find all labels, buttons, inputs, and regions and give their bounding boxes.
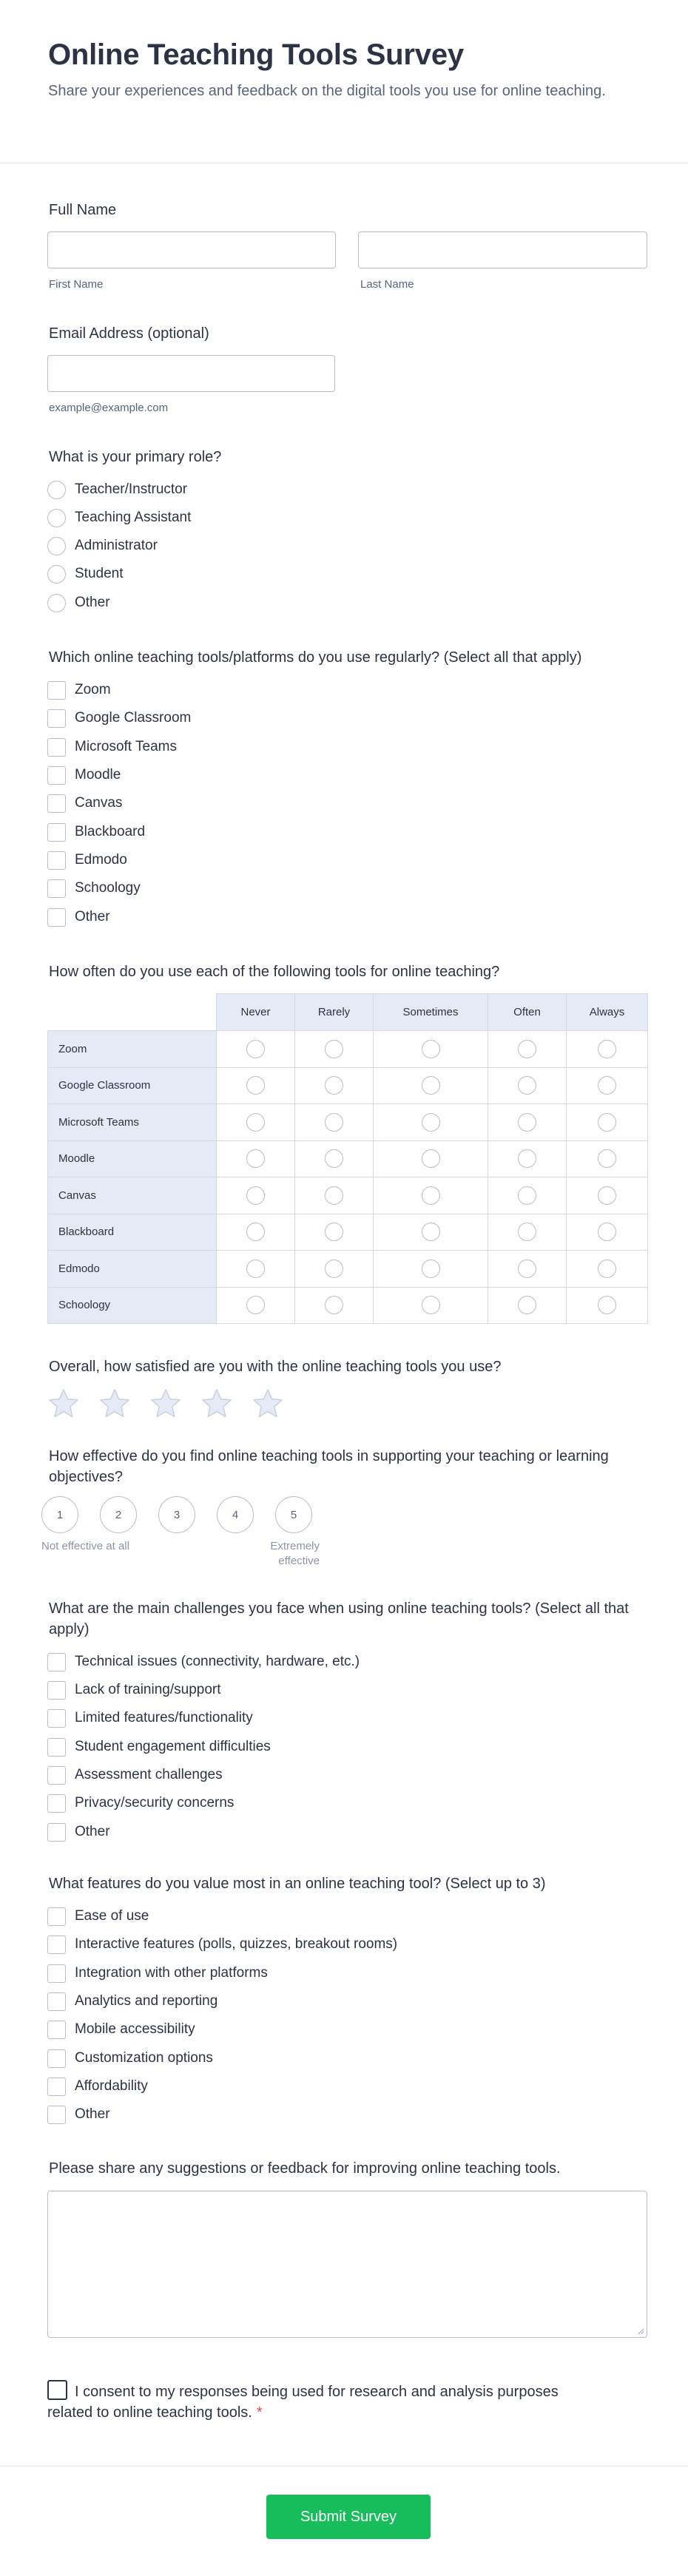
last-name-input[interactable] — [358, 231, 647, 268]
matrix-radio[interactable] — [598, 1149, 616, 1168]
matrix-radio[interactable] — [325, 1076, 343, 1095]
challenges-option[interactable]: Assessment challenges — [47, 1765, 223, 1785]
tools-option[interactable]: Microsoft Teams — [47, 737, 177, 757]
challenges-option[interactable]: Limited features/functionality — [47, 1708, 253, 1728]
matrix-row-label: Moodle — [48, 1140, 217, 1177]
matrix-radio[interactable] — [246, 1223, 265, 1241]
frequency-question: How often do you use each of the following tools for online teaching? — [49, 964, 500, 980]
email-hint: example@example.com — [49, 402, 169, 414]
matrix-column-header: Always — [567, 994, 648, 1031]
features-option[interactable]: Customization options — [47, 2048, 213, 2069]
matrix-radio[interactable] — [325, 1040, 343, 1058]
checkbox[interactable] — [47, 1992, 66, 2011]
radio-button[interactable] — [47, 509, 66, 527]
challenges-option[interactable]: Privacy/security concerns — [47, 1793, 234, 1813]
matrix-radio[interactable] — [422, 1296, 440, 1314]
footer-divider — [0, 2466, 688, 2467]
frequency-matrix — [47, 993, 648, 1324]
consent-field — [47, 2380, 565, 2423]
checkbox[interactable] — [47, 1709, 66, 1728]
challenges-option[interactable]: Student engagement difficulties — [47, 1737, 271, 1757]
scale-option-2[interactable]: 2 — [100, 1496, 137, 1533]
matrix-radio[interactable] — [518, 1113, 536, 1132]
checkbox[interactable] — [47, 681, 66, 700]
matrix-radio[interactable] — [422, 1260, 440, 1278]
matrix-row — [48, 1140, 648, 1177]
matrix-column-header: Rarely — [295, 994, 374, 1031]
checkbox[interactable] — [47, 1794, 66, 1813]
matrix-radio[interactable] — [246, 1149, 265, 1168]
suggestions-question: Please share any suggestions or feedback for improving online teaching tools. — [49, 2160, 561, 2177]
checkbox[interactable] — [47, 1936, 66, 1954]
submit-button[interactable]: Submit Survey — [266, 2495, 431, 2539]
star-icon[interactable] — [149, 1387, 182, 1420]
features-option[interactable]: Affordability — [47, 2076, 148, 2097]
features-option[interactable]: Interactive features (polls, quizzes, breakout rooms) — [47, 1934, 397, 1955]
full-name-label: Full Name — [49, 202, 117, 218]
matrix-radio[interactable] — [598, 1296, 616, 1314]
matrix-radio[interactable] — [598, 1223, 616, 1241]
star-icon[interactable] — [47, 1387, 80, 1420]
email-label: Email Address (optional) — [49, 325, 209, 342]
required-mark: * — [256, 2404, 263, 2421]
tools-option[interactable]: Moodle — [47, 765, 121, 785]
star-icon[interactable] — [98, 1387, 131, 1420]
matrix-radio[interactable] — [325, 1223, 343, 1241]
role-option[interactable]: Administrator — [47, 535, 158, 556]
challenges-option[interactable]: Other — [47, 1822, 110, 1842]
matrix-radio[interactable] — [598, 1113, 616, 1132]
matrix-radio[interactable] — [325, 1296, 343, 1314]
matrix-row-label: Canvas — [48, 1177, 217, 1214]
features-option[interactable]: Integration with other platforms — [47, 1963, 268, 1984]
matrix-radio[interactable] — [518, 1076, 536, 1095]
resize-handle-icon[interactable] — [638, 2328, 644, 2335]
radio-button[interactable] — [47, 565, 66, 584]
checkbox[interactable] — [47, 1738, 66, 1757]
effectiveness-scale — [41, 1496, 323, 1570]
matrix-row-label: Zoom — [48, 1031, 217, 1068]
checkbox[interactable] — [47, 823, 66, 842]
first-name-sublabel: First Name — [49, 278, 104, 291]
challenges-option[interactable]: Lack of training/support — [47, 1680, 221, 1700]
role-option[interactable]: Other — [47, 592, 110, 613]
matrix-radio[interactable] — [598, 1186, 616, 1205]
checkbox[interactable] — [47, 766, 66, 785]
matrix-row-label: Google Classroom — [48, 1067, 217, 1104]
matrix-radio[interactable] — [422, 1113, 440, 1132]
matrix-row — [48, 1067, 648, 1104]
checkbox[interactable] — [47, 794, 66, 813]
checkbox[interactable] — [47, 908, 66, 927]
checkbox[interactable] — [47, 1907, 66, 1926]
challenges-option[interactable]: Technical issues (connectivity, hardware, etc.) — [47, 1652, 360, 1672]
scale-option-1[interactable]: 1 — [41, 1496, 78, 1533]
scale-low-label: Not effective at all — [41, 1540, 129, 1552]
role-option[interactable]: Teacher/Instructor — [47, 479, 187, 500]
matrix-row-label: Microsoft Teams — [48, 1104, 217, 1141]
radio-button[interactable] — [47, 481, 66, 499]
matrix-radio[interactable] — [422, 1186, 440, 1205]
email-input[interactable] — [47, 355, 335, 392]
matrix-radio[interactable] — [325, 1186, 343, 1205]
tools-option[interactable]: Google Classroom — [47, 708, 191, 728]
checkbox[interactable] — [47, 1681, 66, 1700]
first-name-input[interactable] — [47, 231, 336, 268]
matrix-radio[interactable] — [598, 1040, 616, 1058]
matrix-radio[interactable] — [325, 1260, 343, 1278]
matrix-radio[interactable] — [518, 1040, 536, 1058]
features-question: What features do you value most in an online teaching tool? (Select up to 3) — [49, 1876, 546, 1892]
role-option[interactable]: Teaching Assistant — [47, 507, 191, 528]
tools-option[interactable]: Edmodo — [47, 850, 127, 871]
star-icon[interactable] — [252, 1387, 284, 1420]
checkbox[interactable] — [47, 709, 66, 728]
matrix-row-label: Edmodo — [48, 1251, 217, 1288]
radio-button[interactable] — [47, 594, 66, 612]
checkbox[interactable] — [47, 1823, 66, 1842]
checkbox[interactable] — [47, 738, 66, 757]
matrix-row — [48, 1287, 648, 1324]
challenges-question: What are the main challenges you face when using online teaching tools? (Select all that apply) — [49, 1600, 629, 1637]
matrix-radio[interactable] — [422, 1040, 440, 1058]
checkbox[interactable] — [47, 879, 66, 898]
consent-text: I consent to my responses being used for research and analysis purposes related to online teaching tools. — [47, 2384, 559, 2421]
matrix-row — [48, 1104, 648, 1141]
form-header — [0, 0, 688, 163]
matrix-radio[interactable] — [246, 1260, 265, 1278]
matrix-radio[interactable] — [518, 1186, 536, 1205]
matrix-radio[interactable] — [422, 1223, 440, 1241]
checkbox[interactable] — [47, 2078, 66, 2096]
matrix-row — [48, 1031, 648, 1068]
star-rating — [47, 1387, 303, 1420]
tools-question: Which online teaching tools/platforms do you use regularly? (Select all that apply) — [49, 649, 582, 666]
tools-option[interactable]: Zoom — [47, 680, 111, 700]
matrix-radio[interactable] — [518, 1296, 536, 1314]
tools-option[interactable]: Canvas — [47, 793, 122, 814]
effectiveness-question: How effective do you find online teaching tools in supporting your teaching or learning objectives? — [49, 1448, 609, 1485]
checkbox[interactable] — [47, 2049, 66, 2068]
checkbox[interactable] — [47, 851, 66, 870]
matrix-radio[interactable] — [518, 1260, 536, 1278]
matrix-radio[interactable] — [246, 1040, 265, 1058]
matrix-radio[interactable] — [325, 1149, 343, 1168]
checkbox[interactable] — [47, 1766, 66, 1785]
scale-high-label: Extremely effective — [270, 1540, 320, 1567]
matrix-row — [48, 1177, 648, 1214]
matrix-column-header: Sometimes — [374, 994, 488, 1031]
matrix-radio[interactable] — [246, 1186, 265, 1205]
matrix-column-header: Never — [217, 994, 295, 1031]
matrix-radio[interactable] — [422, 1149, 440, 1168]
role-question: What is your primary role? — [49, 449, 222, 465]
matrix-radio[interactable] — [246, 1076, 265, 1095]
suggestions-textarea[interactable] — [47, 2191, 647, 2338]
matrix-radio[interactable] — [246, 1296, 265, 1314]
matrix-radio[interactable] — [518, 1223, 536, 1241]
matrix-row-label: Schoology — [48, 1287, 217, 1324]
tools-option[interactable]: Blackboard — [47, 822, 145, 842]
features-option[interactable]: Other — [47, 2104, 110, 2125]
matrix-row — [48, 1214, 648, 1251]
matrix-radio[interactable] — [246, 1113, 265, 1132]
features-option[interactable]: Analytics and reporting — [47, 1991, 217, 2012]
matrix-radio[interactable] — [325, 1113, 343, 1132]
checkbox[interactable] — [47, 1964, 66, 1983]
star-icon[interactable] — [200, 1387, 233, 1420]
satisfaction-question: Overall, how satisfied are you with the online teaching tools you use? — [49, 1359, 502, 1375]
tools-option[interactable]: Schoology — [47, 878, 141, 899]
matrix-radio[interactable] — [422, 1076, 440, 1095]
checkbox[interactable] — [47, 2106, 66, 2124]
matrix-row-label: Blackboard — [48, 1214, 217, 1251]
page-title: Online Teaching Tools Survey — [48, 38, 464, 71]
checkbox[interactable] — [47, 2021, 66, 2039]
checkbox[interactable] — [47, 1653, 66, 1671]
matrix-corner — [48, 994, 217, 1031]
features-option[interactable]: Ease of use — [47, 1906, 149, 1927]
scale-option-3[interactable]: 3 — [158, 1496, 195, 1533]
radio-button[interactable] — [47, 537, 66, 555]
last-name-sublabel: Last Name — [360, 278, 414, 291]
features-option[interactable]: Mobile accessibility — [47, 2019, 195, 2040]
matrix-column-header: Often — [488, 994, 567, 1031]
scale-option-5[interactable]: 5 — [275, 1496, 312, 1533]
matrix-radio[interactable] — [518, 1149, 536, 1168]
matrix-radio[interactable] — [598, 1076, 616, 1095]
role-option[interactable]: Student — [47, 564, 124, 584]
matrix-radio[interactable] — [598, 1260, 616, 1278]
scale-option-4[interactable]: 4 — [217, 1496, 254, 1533]
matrix-row — [48, 1251, 648, 1288]
page-subtitle: Share your experiences and feedback on the digital tools you use for online teaching. — [48, 83, 606, 99]
tools-option[interactable]: Other — [47, 907, 110, 927]
consent-checkbox[interactable] — [47, 2380, 67, 2400]
